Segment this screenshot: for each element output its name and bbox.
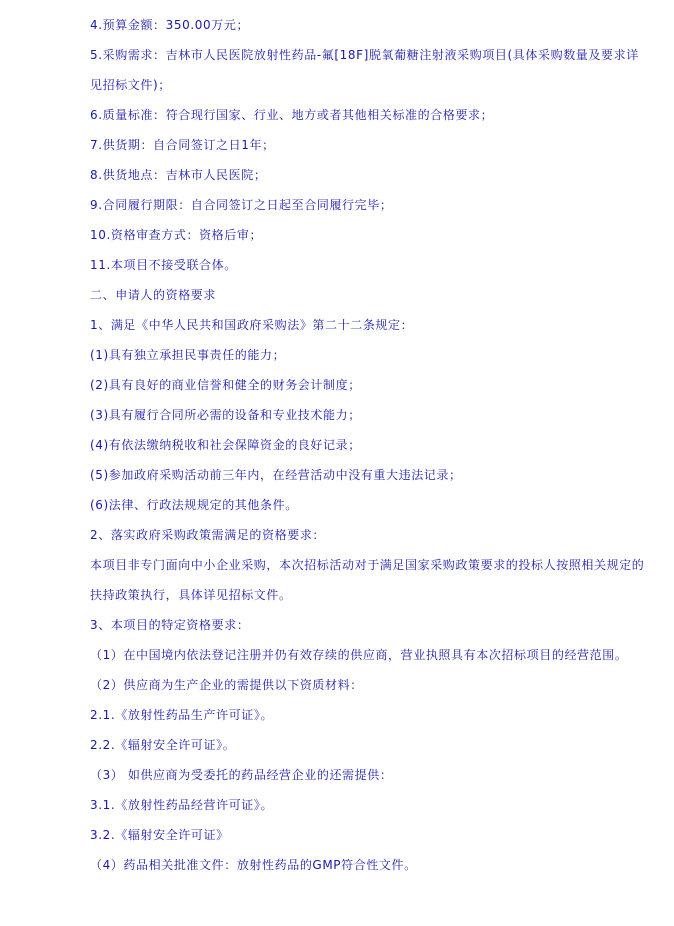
document-body: [90, 10, 650, 880]
requirement-3-item-1: （1）在中国境内依法登记注册并仍有效存续的供应商，营业执照具有本次招标项目的经营范围。: [90, 648, 628, 662]
requirement-3-item-3-1: 3.1.《放射性药品经营许可证》。: [90, 798, 274, 812]
requirement-1-item-5: (5)参加政府采购活动前三年内，在经营活动中没有重大违法记录；: [90, 468, 462, 482]
requirement-2-body: 本项目非专门面向中小企业采购，本次招标活动对于满足国家采购政策要求的投标人按照相关规定的扶持政策执行，具体详见招标文件。: [90, 558, 645, 602]
requirement-2-heading: 2、落实政府采购政策需满足的资格要求：: [90, 528, 326, 542]
requirement-3-item-2-2: 2.2.《辐射安全许可证》。: [90, 738, 236, 752]
requirement-1-item-2: (2)具有良好的商业信誉和健全的财务会计制度；: [90, 378, 361, 392]
supply-period: 7.供货期：自合同签订之日1年；: [90, 138, 275, 152]
requirement-3-item-4: （4）药品相关批准文件：放射性药品的GMP符合性文件。: [90, 858, 417, 872]
requirement-3-heading: 3、本项目的特定资格要求：: [90, 618, 250, 632]
procurement-requirement: 5.采购需求：吉林市人民医院放射性药品-氟[18F]脱氧葡糖注射液采购项目(具体采购数量及要求详见招标文件)；: [90, 48, 639, 92]
section-heading-applicant-requirements: 二、申请人的资格要求: [90, 288, 217, 302]
requirement-1-item-6: (6)法律、行政法规规定的其他条件。: [90, 498, 298, 512]
budget-amount: 4.预算金额：350.00万元；: [90, 18, 250, 32]
requirement-3-item-3: （3） 如供应商为受委托的药品经营企业的还需提供：: [90, 768, 393, 782]
supply-location: 8.供货地点：吉林市人民医院；: [90, 168, 267, 182]
qualification-review-method: 10.资格审查方式：资格后审；: [90, 228, 263, 242]
contract-term: 9.合同履行期限：自合同签订之日起至合同履行完毕；: [90, 198, 393, 212]
quality-standard: 6.质量标准：符合现行国家、行业、地方或者其他相关标准的合格要求；: [90, 108, 494, 122]
requirement-1-item-3: (3)具有履行合同所必需的设备和专业技术能力；: [90, 408, 361, 422]
no-consortium-note: 11.本项目不接受联合体。: [90, 258, 237, 272]
requirement-1-item-4: (4)有依法缴纳税收和社会保障资金的良好记录；: [90, 438, 361, 452]
requirement-3-item-2-1: 2.1.《放射性药品生产许可证》。: [90, 708, 274, 722]
requirement-1-item-1: (1)具有独立承担民事责任的能力；: [90, 348, 286, 362]
requirement-1-heading: 1、满足《中华人民共和国政府采购法》第二十二条规定：: [90, 318, 414, 332]
requirement-3-item-2: （2）供应商为生产企业的需提供以下资质材料：: [90, 678, 363, 692]
requirement-3-item-3-2: 3.2.《辐射安全许可证》: [90, 828, 229, 842]
